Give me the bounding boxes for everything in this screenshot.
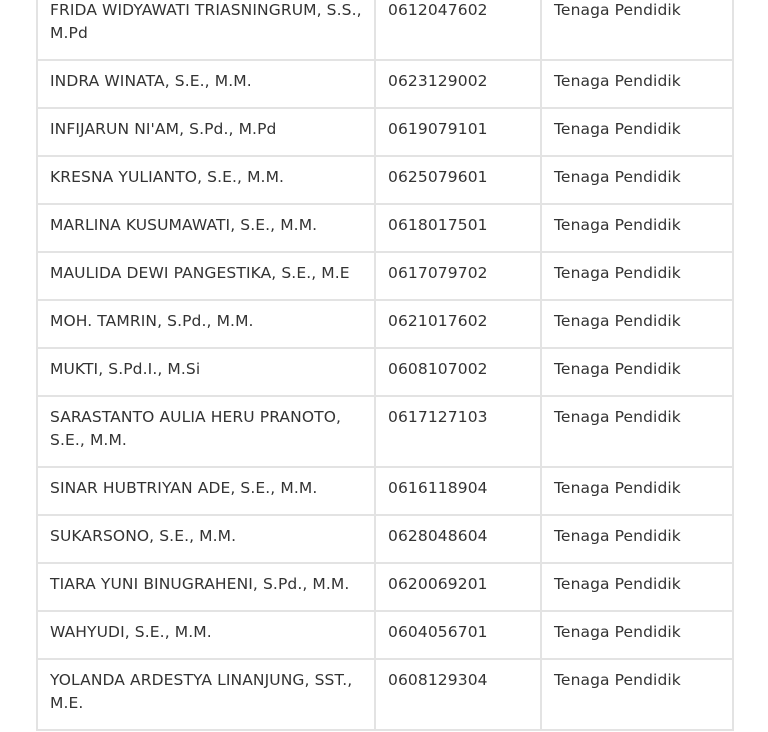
- table-row: [37, 659, 733, 730]
- table-row: [37, 467, 733, 515]
- cell-nidn: 0617127103: [375, 396, 541, 467]
- table-row: [37, 108, 733, 156]
- cell-nidn: 0618017501: [375, 204, 541, 252]
- cell-role: Tenaga Pendidik: [541, 60, 733, 108]
- table-row: [37, 396, 733, 467]
- cell-name: INFIJARUN NI'AM, S.Pd., M.Pd: [37, 108, 375, 156]
- cell-role: Tenaga Pendidik: [541, 611, 733, 659]
- cell-nidn: 0628048604: [375, 515, 541, 563]
- cell-role: Tenaga Pendidik: [541, 563, 733, 611]
- cell-name: MUKTI, S.Pd.I., M.Si: [37, 348, 375, 396]
- cell-role: Tenaga Pendidik: [541, 252, 733, 300]
- table-row: [37, 300, 733, 348]
- table-row: [37, 156, 733, 204]
- cell-role: Tenaga Pendidik: [541, 204, 733, 252]
- cell-role: Tenaga Pendidik: [541, 396, 733, 467]
- cell-name: MARLINA KUSUMAWATI, S.E., M.M.: [37, 204, 375, 252]
- cell-name: MOH. TAMRIN, S.Pd., M.M.: [37, 300, 375, 348]
- table-row: [37, 0, 733, 60]
- cell-role: Tenaga Pendidik: [541, 515, 733, 563]
- cell-name: MAULIDA DEWI PANGESTIKA, S.E., M.E: [37, 252, 375, 300]
- cell-nidn: 0625079601: [375, 156, 541, 204]
- cell-name: YOLANDA ARDESTYA LINANJUNG, SST., M.E.: [37, 659, 375, 730]
- cell-role: Tenaga Pendidik: [541, 659, 733, 730]
- staff-table-container: [36, 0, 732, 731]
- cell-nidn: 0616118904: [375, 467, 541, 515]
- table-row: [37, 204, 733, 252]
- cell-nidn: 0608129304: [375, 659, 541, 730]
- cell-nidn: 0623129002: [375, 60, 541, 108]
- cell-nidn: 0612047602: [375, 0, 541, 60]
- cell-role: Tenaga Pendidik: [541, 108, 733, 156]
- cell-name: FRIDA WIDYAWATI TRIASNINGRUM, S.S., M.Pd: [37, 0, 375, 60]
- cell-name: SINAR HUBTRIYAN ADE, S.E., M.M.: [37, 467, 375, 515]
- cell-nidn: 0617079702: [375, 252, 541, 300]
- table-row: [37, 348, 733, 396]
- cell-role: Tenaga Pendidik: [541, 467, 733, 515]
- table-row: [37, 252, 733, 300]
- table-row: [37, 563, 733, 611]
- cell-nidn: 0620069201: [375, 563, 541, 611]
- cell-role: Tenaga Pendidik: [541, 348, 733, 396]
- table-row: [37, 611, 733, 659]
- cell-role: Tenaga Pendidik: [541, 156, 733, 204]
- staff-table-body: [37, 0, 733, 730]
- cell-nidn: 0619079101: [375, 108, 541, 156]
- cell-name: SUKARSONO, S.E., M.M.: [37, 515, 375, 563]
- cell-name: WAHYUDI, S.E., M.M.: [37, 611, 375, 659]
- cell-nidn: 0604056701: [375, 611, 541, 659]
- table-row: [37, 515, 733, 563]
- cell-name: SARASTANTO AULIA HERU PRANOTO, S.E., M.M.: [37, 396, 375, 467]
- cell-nidn: 0608107002: [375, 348, 541, 396]
- staff-table: [36, 0, 734, 731]
- cell-name: KRESNA YULIANTO, S.E., M.M.: [37, 156, 375, 204]
- table-row: [37, 60, 733, 108]
- cell-role: Tenaga Pendidik: [541, 300, 733, 348]
- cell-name: TIARA YUNI BINUGRAHENI, S.Pd., M.M.: [37, 563, 375, 611]
- cell-nidn: 0621017602: [375, 300, 541, 348]
- cell-role: Tenaga Pendidik: [541, 0, 733, 60]
- cell-name: INDRA WINATA, S.E., M.M.: [37, 60, 375, 108]
